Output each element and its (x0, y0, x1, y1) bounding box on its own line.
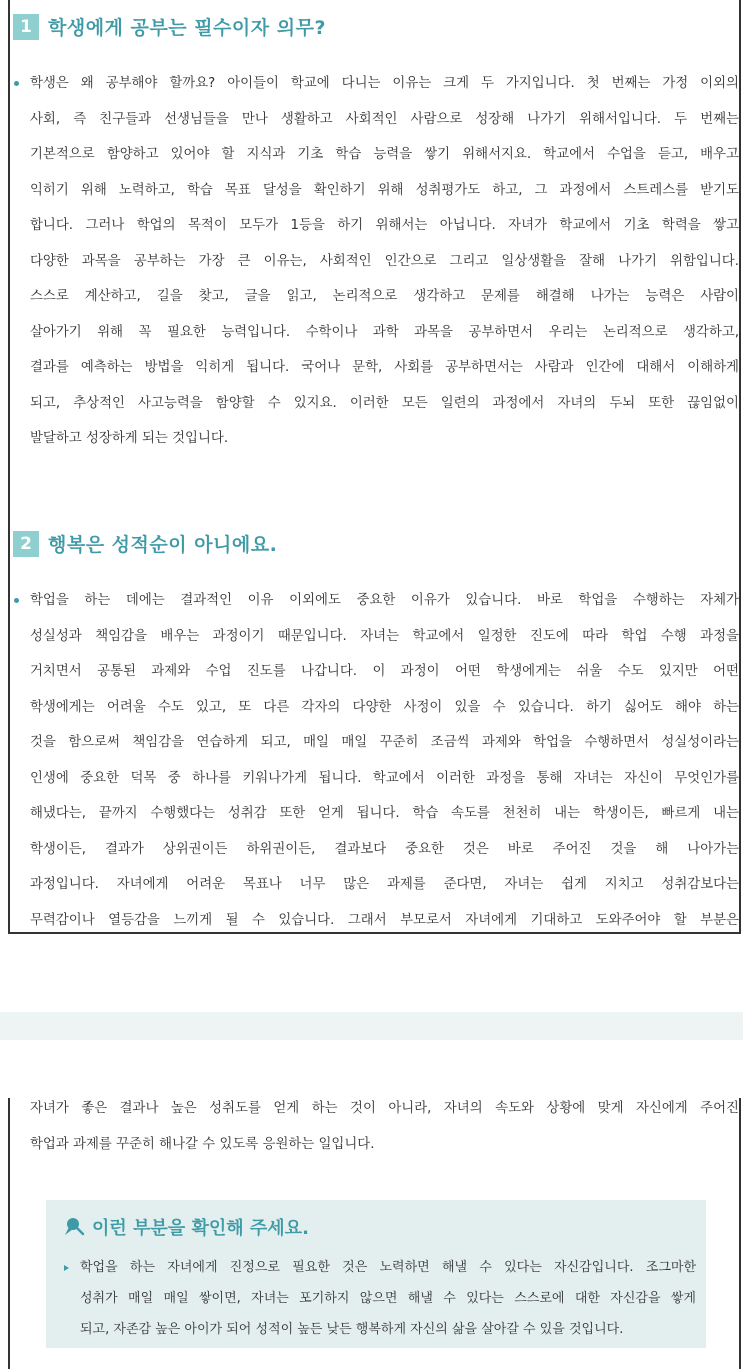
text-line: 무력감이나 열등감을 느끼게 될 수 있습니다. 그래서 부모로서 자녀에게 기대하고 도와주어야 할 부분은 (30, 912, 739, 928)
text-line: 학생이든, 결과가 상위권이든 하위권이든, 결과보다 중요한 것은 바로 주어진 것을 해 나아가는 (30, 841, 739, 857)
section-2-paragraph-continued (10, 1098, 739, 1162)
section-2-number-badge: 2 (13, 531, 39, 557)
text-line: 거치면서 공통된 과제와 수업 진도를 나갑니다. 이 과정이 어떤 학생에게는 쉬울 수도 있지만 어떤 (30, 664, 739, 679)
note-title: 이런 부분을 확인해 주세요. (92, 1218, 309, 1239)
text-line: 살아가기 위해 꼭 필요한 능력입니다. 수학이나 과학 과목을 공부하면서 우리는 논리적으로 생각하고, (30, 324, 739, 340)
note-line: 학업을 하는 자녀에게 진정으로 필요한 것은 노력하면 해낼 수 있다는 자신감입니다. 조그마한 (80, 1260, 696, 1275)
note-box (46, 1200, 706, 1348)
text-line: 발달하고 성장하게 되는 것입니다. (30, 431, 229, 446)
text-line: 다양한 과목을 공부하는 가장 큰 이유는, 사회적인 인간으로 그리고 일상생활을 잘해 나가기 위함입니다. (30, 253, 739, 269)
text-line: 학생에게는 어려울 수도 있고, 또 다른 각자의 다양한 사정이 있을 수 있습니다. 하기 싫어도 해야 하는 (30, 699, 739, 715)
note-title-row (64, 1214, 309, 1240)
bullet-icon (14, 598, 19, 603)
section-1-title: 학생에게 공부는 필수이자 의무? (48, 17, 326, 39)
text-line: 스스로 계산하고, 길을 찾고, 글을 읽고, 논리적으로 생각하고 문제를 해결해 나가는 능력은 사람이 (30, 289, 739, 304)
text-line: 성실성과 책임감을 배우는 과정이기 때문입니다. 자녀는 학교에서 일정한 진도에 따라 학업 수행 과정을 (30, 628, 739, 644)
section-1-heading (13, 13, 326, 40)
text-line: 사회, 즉 친구들과 선생님들을 만나 생활하고 사회적인 사람으로 성장해 나가기 위해서입니다. 두 번째는 (30, 111, 739, 127)
text-line: 해냈다는, 끝까지 수행했다는 성취감 또한 얻게 됩니다. 학습 속도를 천천히 내는 학생이든, 빠르게 내는 (30, 806, 739, 821)
text-line: 합니다. 그러나 학업의 목적이 모두가 1등을 하기 위해서는 아닙니다. 자녀가 학교에서 기초 학력을 쌓고 (30, 218, 739, 233)
note-body (60, 1252, 696, 1345)
text-line: 익히기 위해 노력하고, 학습 목표 달성을 확인하기 위해 성취평가도 하고, 그 과정에서 스트레스를 받기도 (30, 182, 739, 198)
text-line: 학업을 하는 데에는 결과적인 이유 이외에도 중요한 이유가 있습니다. 바로 학업을 수행하는 자체가 (30, 593, 739, 608)
page-2 (8, 1098, 741, 1369)
text-line: 되고, 추상적인 사고능력을 함양할 수 있지요. 이러한 모든 일련의 과정에서 자녀의 두뇌 또한 끊임없이 (30, 395, 739, 411)
bullet-icon (14, 81, 19, 86)
page-1 (8, 0, 741, 934)
text-line: 인생에 중요한 덕목 중 하나를 키워나가게 됩니다. 학교에서 이러한 과정을 통해 자녀는 자신이 무엇인가를 (30, 770, 739, 786)
section-1-number-badge: 1 (13, 14, 39, 40)
section-2-paragraph (10, 583, 739, 934)
pushpin-icon (64, 1216, 86, 1238)
text-line: 학생은 왜 공부해야 할까요? 아이들이 학교에 다니는 이유는 크게 두 가지입니다. 첫 번째는 가정 이외의 (30, 76, 739, 91)
text-line: 과정입니다. 자녀에게 어려운 목표나 너무 많은 과제를 준다면, 자녀는 쉽게 지치고 성취감보다는 (30, 877, 739, 892)
section-2-title: 행복은 성적순이 아니에요. (48, 534, 278, 556)
triangle-bullet-icon (64, 1265, 69, 1271)
note-line: 성취가 매일 매일 쌓이면, 자녀는 포기하지 않으면 해낼 수 있다는 스스로에 대한 자신감을 쌓게 (80, 1291, 696, 1306)
text-line: 학업과 과제를 꾸준히 해나갈 수 있도록 응원하는 일입니다. (30, 1136, 375, 1152)
text-line: 결과를 예측하는 방법을 익히게 됩니다. 국어나 문학, 사회를 공부하면서는 사람과 인간에 대해서 이해하게 (30, 360, 739, 375)
text-line: 기본적으로 함양하고 있어야 할 지식과 기초 학습 능력을 쌓기 위해서지요. 학교에서 수업을 듣고, 배우고 (30, 147, 739, 162)
section-1-paragraph (10, 66, 739, 457)
page-gap (0, 1012, 743, 1040)
text-line: 자녀가 좋은 결과나 높은 성취도를 얻게 하는 것이 아니라, 자녀의 속도와 상황에 맞게 자신에게 주어진 (30, 1101, 739, 1116)
note-line: 되고, 자존감 높은 아이가 되어 성적이 높든 낮든 행복하게 자신의 삶을 살아갈 수 있을 것입니다. (80, 1322, 624, 1337)
text-line: 것을 함으로써 책임감을 연습하게 되고, 매일 매일 꾸준히 조금씩 과제와 학업을 수행하면서 성실성이라는 (30, 735, 739, 750)
section-2-heading (13, 530, 277, 557)
